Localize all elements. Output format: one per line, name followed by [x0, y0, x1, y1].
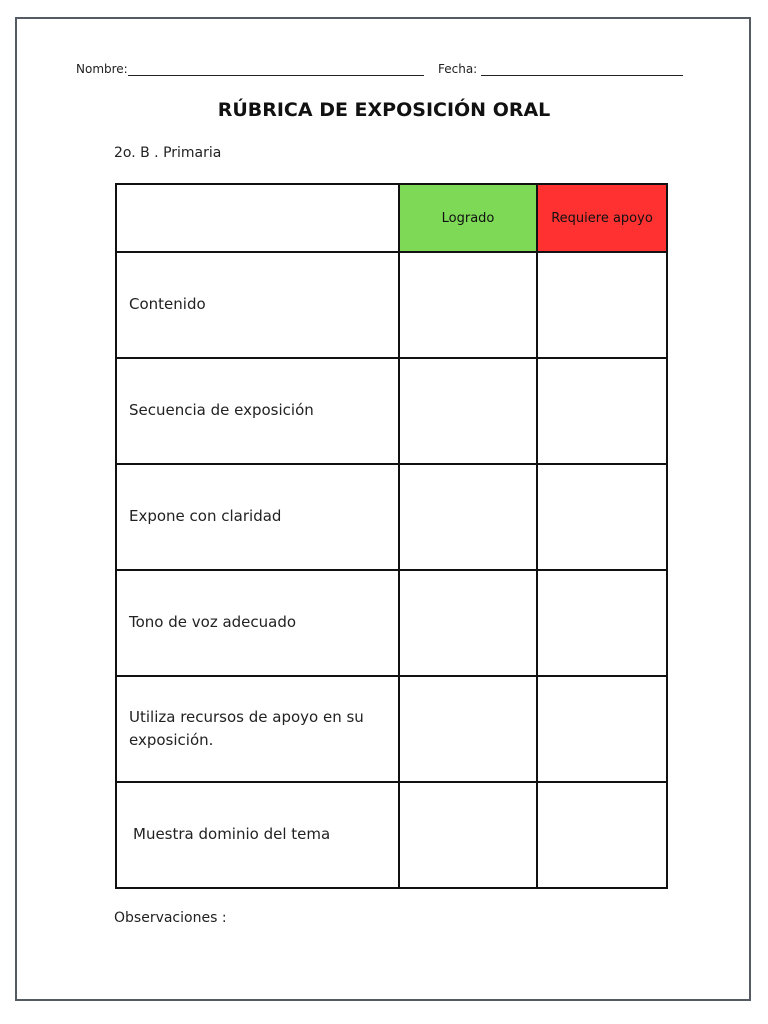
- nombre-line[interactable]: [128, 63, 424, 76]
- table-header-row: [116, 184, 667, 252]
- table-row: [116, 252, 667, 358]
- criterion-label: Utiliza recursos de apoyo en su exposición.: [116, 676, 399, 782]
- header-requiere-apoyo: Requiere apoyo: [537, 184, 667, 252]
- nombre-field: [76, 62, 424, 76]
- requiere-apoyo-cell[interactable]: [537, 464, 667, 570]
- page-title: RÚBRICA DE EXPOSICIÓN ORAL: [217, 99, 551, 121]
- logrado-cell[interactable]: [399, 358, 537, 464]
- logrado-cell[interactable]: [399, 464, 537, 570]
- criterion-label: Tono de voz adecuado: [116, 570, 399, 676]
- criterion-label: Muestra dominio del tema: [116, 782, 399, 888]
- observaciones-label: Observaciones :: [114, 910, 227, 926]
- fecha-line[interactable]: [481, 63, 683, 76]
- logrado-cell[interactable]: [399, 676, 537, 782]
- header-logrado: Logrado: [399, 184, 537, 252]
- table-row: [116, 676, 667, 782]
- criterion-label: Secuencia de exposición: [116, 358, 399, 464]
- table-row: [116, 358, 667, 464]
- criterion-label: Contenido: [116, 252, 399, 358]
- requiere-apoyo-cell[interactable]: [537, 252, 667, 358]
- requiere-apoyo-cell[interactable]: [537, 676, 667, 782]
- nombre-label: Nombre:: [76, 62, 128, 76]
- table-row: [116, 782, 667, 888]
- fecha-field: [438, 62, 683, 76]
- table-row: [116, 570, 667, 676]
- fecha-label: Fecha:: [438, 62, 478, 76]
- table-row: [116, 464, 667, 570]
- logrado-cell[interactable]: [399, 782, 537, 888]
- requiere-apoyo-cell[interactable]: [537, 570, 667, 676]
- logrado-cell[interactable]: [399, 570, 537, 676]
- criterion-label: Expone con claridad: [116, 464, 399, 570]
- requiere-apoyo-cell[interactable]: [537, 358, 667, 464]
- rubric-table: [115, 183, 668, 889]
- header-criteria-cell: [116, 184, 399, 252]
- requiere-apoyo-cell[interactable]: [537, 782, 667, 888]
- grade-label: 2o. B . Primaria: [114, 145, 222, 161]
- logrado-cell[interactable]: [399, 252, 537, 358]
